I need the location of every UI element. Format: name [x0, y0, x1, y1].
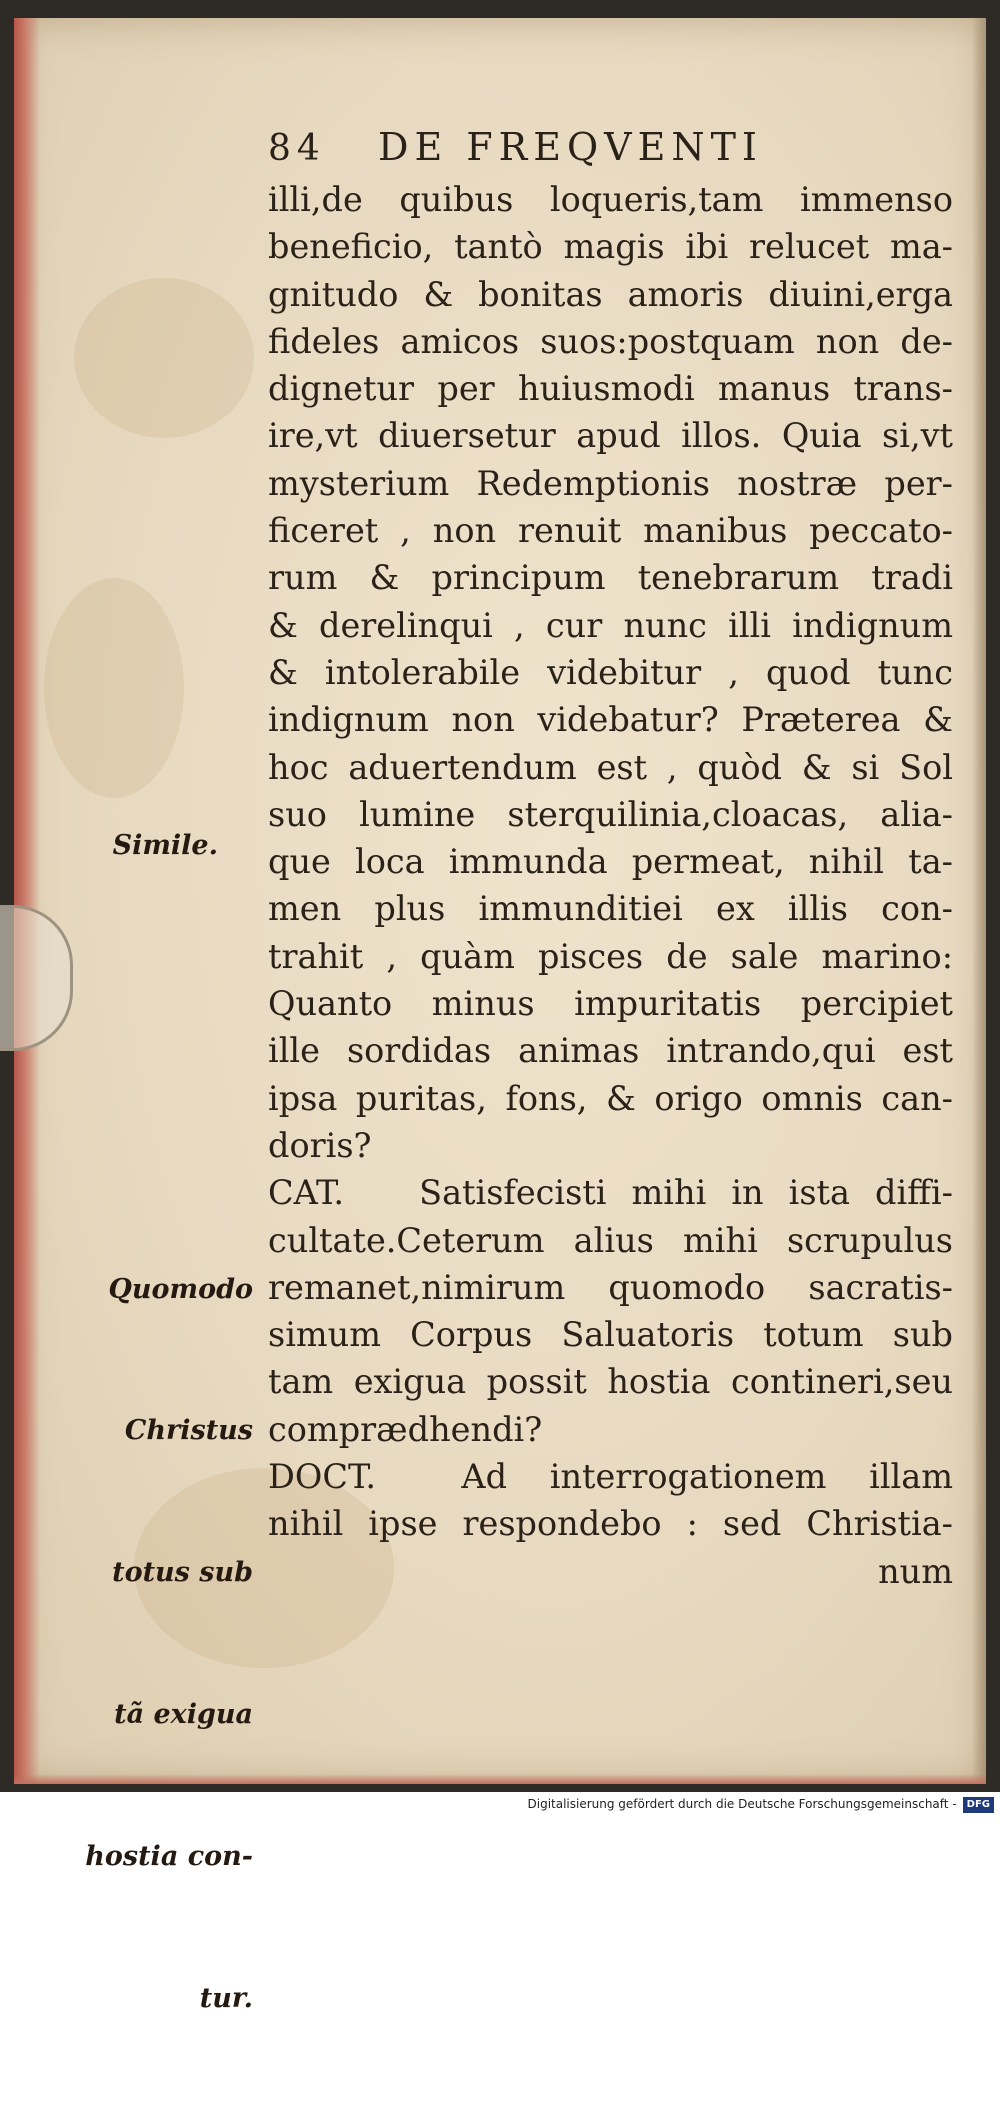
- page-number: 84: [268, 128, 326, 169]
- dfg-logo: DFG: [963, 1797, 994, 1813]
- text-line: indignum non videbatur? Præterea &: [268, 700, 953, 740]
- text-line: mysterium Redemptionis nostræ per-: [268, 463, 953, 503]
- marginal-line: tur.: [199, 1983, 253, 2015]
- marginal-line: tã exigua: [114, 1699, 253, 1731]
- page-text: [268, 118, 953, 1595]
- speaker-line: CAT. Satisfecisti mihi in ista diffi-: [268, 1173, 953, 1213]
- text-line: ipsa puritas, fons, & origo omnis can-: [268, 1078, 953, 1118]
- text-line: doris?: [268, 1125, 372, 1165]
- page-edge-shadow: [972, 18, 986, 1784]
- marginal-line: totus sub: [112, 1557, 253, 1589]
- paper-stain: [74, 278, 254, 438]
- text-line: ire,vt diuersetur apud illos. Quia si,vt: [268, 416, 953, 456]
- text-line: & intolerabile videbitur , quod tunc: [268, 652, 953, 692]
- marginal-line: Christus: [124, 1415, 253, 1447]
- text-line: suo lumine sterquilinia,cloacas, alia-: [268, 794, 953, 834]
- text-line: rum & principum tenebrarum tradi: [268, 558, 953, 598]
- text-line: men plus immunditiei ex illis con-: [268, 889, 953, 929]
- text-line: beneficio, tantò magis ibi relucet ma-: [268, 227, 953, 267]
- text-line: gnitudo & bonitas amoris diuini,erga: [268, 274, 953, 314]
- text-line: remanet,nimirum quomodo sacratis-: [268, 1267, 953, 1307]
- speaker-line: DOCT. Ad interrogationem illam: [268, 1457, 953, 1497]
- text-line: tam exigua possit hostia contineri,seu: [268, 1362, 953, 1402]
- marginal-note-quomodo: [58, 1171, 253, 2117]
- text-line: simum Corpus Saluatoris totum sub: [268, 1315, 953, 1355]
- digitization-footer: [0, 1792, 1000, 1816]
- text-line: ille sordidas animas intrando,qui est: [268, 1031, 953, 1071]
- text-line: hoc aduertendum est , quòd & si Sol: [268, 747, 953, 787]
- catchword: num: [878, 1551, 953, 1591]
- marginal-note-simile: Simile.: [112, 830, 218, 861]
- text-line: cultate.Ceterum alius mihi scrupulus: [268, 1220, 953, 1260]
- text-line: comprædhendi?: [268, 1409, 543, 1449]
- text-line: ficeret , non renuit manibus peccato-: [268, 511, 953, 551]
- text-line: illi,de quibus loqueris,tam immenso: [268, 180, 953, 219]
- marginal-line: Quomodo: [108, 1273, 253, 1305]
- text-line: que loca immunda permeat, nihil ta-: [268, 842, 953, 882]
- text-line: dignetur per huiusmodi manus trans-: [268, 369, 953, 409]
- text-line: fideles amicos suos:postquam non de-: [268, 321, 953, 361]
- text-line: & derelinqui , cur nunc illi indignum: [268, 605, 953, 645]
- paper-stain: [44, 578, 184, 798]
- text-line: nihil ipse respondebo : sed Christia-: [268, 1504, 953, 1544]
- marginal-line: hostia con-: [85, 1841, 253, 1873]
- funding-credit: Digitalisierung gefördert durch die Deutsche Forschungsgemeinschaft -: [527, 1797, 957, 1811]
- red-page-edge: [14, 18, 40, 1784]
- running-head: [268, 118, 953, 176]
- running-title: DE FREQVENTI: [378, 125, 763, 169]
- text-line: trahit , quàm pisces de sale marino:: [268, 936, 953, 976]
- text-line: Quanto minus impuritatis percipiet: [268, 984, 953, 1024]
